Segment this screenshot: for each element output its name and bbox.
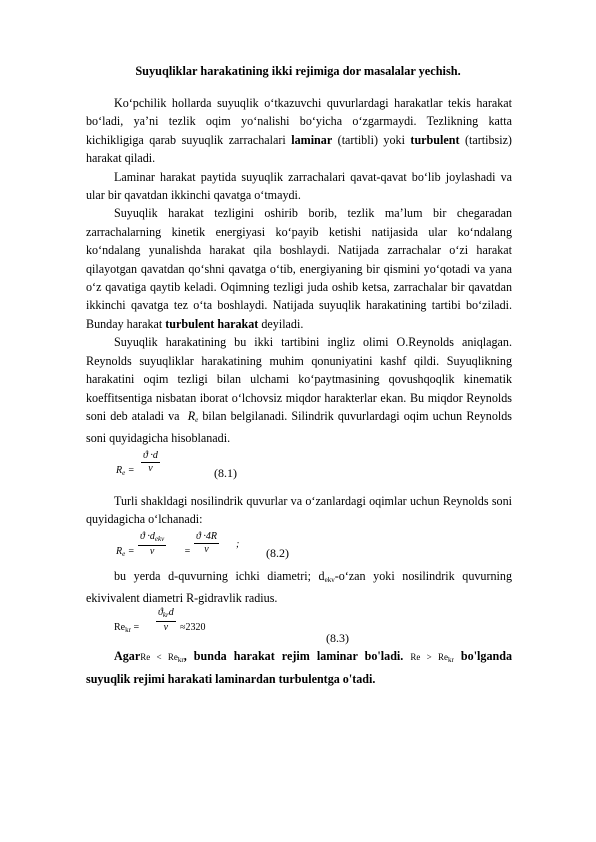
paragraph-1-text: Ko‘pchilik hollarda suyuqlik o‘tkazuvchi quvurlardagi harakatlar tekis harakat bo‘ladi, ya’ni tezlik oqim yo‘nalishi bo‘yicha o‘zgarmaydi. Tezlikning katta kichikligiga qarab suyuqlik zarrachalari bbox=[86, 96, 512, 147]
paragraph-3-end: deyiladi. bbox=[261, 316, 304, 331]
term-turbulent-harakat: turbulent harakat bbox=[165, 316, 259, 331]
formula-8-1-fraction: $\frac{ϑ \cdot d}{\nu}$ bbox=[143, 449, 158, 474]
paragraph-6: bu yerda d-quvurning ichki diametri; $d_{ekv}-o‘zan$ yoki nosilindrik quvurning ekivivalent diametri R-gidravlik radius. bbox=[86, 568, 512, 605]
formula-8-3-approx: ≈2320 bbox=[180, 622, 206, 634]
formula-8-3-fraction: $ϑ_{kr}d$ ν bbox=[158, 607, 174, 634]
term-laminar: laminar bbox=[291, 132, 333, 147]
formula-8-3 bbox=[86, 607, 512, 647]
formula-8-2-fraction-2: $\frac{ϑ \cdot 4R}{\nu}$ bbox=[196, 530, 218, 555]
formula-8-2 bbox=[86, 529, 512, 567]
document-body bbox=[86, 94, 512, 688]
formula-8-3-lhs: $Re_{kr}$ = bbox=[114, 622, 140, 635]
paragraph-4-end: bilan belgilanadi. Silindrik quvurlardagi oqim uchun Reynolds soni quyidagicha hisoblanadi. bbox=[86, 408, 513, 446]
formula-8-2-fraction-1: $ϑ \cdot d_{ekv}$ ν bbox=[140, 530, 165, 557]
term-turbulent: turbulent bbox=[410, 132, 460, 147]
formula-8-1-label: (8.1) bbox=[214, 465, 237, 480]
formula-8-2-equals: = bbox=[184, 545, 191, 557]
formula-8-2-lhs: $R_e$ = bbox=[116, 545, 135, 558]
formula-8-2-semicolon: ; bbox=[236, 538, 240, 550]
paragraph-7: AgarRe < $Re_{kr}$, bunda harakat rejim laminar bo'ladi. $Re > Re_{kr}$ bo'lganda suyuqlik rejimi harakati laminardan turbulentga o'tadi. bbox=[86, 649, 513, 686]
page-title: Suyuqliklar harakatining ikki rejimiga dor masalalar yechish. bbox=[135, 64, 461, 78]
condition-turbulent: $Re > Re_{kr}$ bbox=[410, 652, 454, 665]
formula-8-1-lhs: $R_e$ = bbox=[116, 464, 135, 477]
reynolds-symbol: $R_e$ bbox=[187, 408, 199, 424]
paragraph-5: Turli shakldagi nosilindrik quvurlar va o‘zanlardagi oqimlar uchun Reynolds soni quyidagicha o‘lchanadi: bbox=[86, 493, 512, 527]
paragraph-3 bbox=[86, 204, 512, 333]
paragraph-1-end: (tartibsiz) harakat qiladi. bbox=[86, 132, 512, 166]
condition-laminar: $Re < Re_{kr}$ bbox=[140, 652, 184, 665]
paragraph-4 bbox=[86, 333, 512, 447]
formula-8-3-label: (8.3) bbox=[326, 631, 349, 646]
paragraph-1 bbox=[86, 94, 512, 168]
paragraph-2: Laminar harakat paytida suyuqlik zarrachalari qavat-qavat bo‘lib joylashadi va ular bir qavatdan ikkinchi qavatga o‘tmaydi. bbox=[86, 169, 512, 203]
formula-8-2-label: (8.2) bbox=[266, 545, 289, 560]
paragraph-3-text: Suyuqlik harakat tezligini oshirib borib, tezlik ma’lum bir chegaradan zarrachalarning kinetik energiyasi ko‘payib ketishi natijasida ular ko‘ndalang ko‘ndalang yunalishda harakat qila boshlaydi. Natijada zarrachalar o‘zi harakat qilayotgan qavatdan qo‘shni qavatga o‘tib, energiyaning bir qismini yo‘qotadi va yana o‘z qavatiga qaytib keladi. Oqimning tezligi juda oshib ketsa, zarrachalar bir qavatdan ikkinchi qavatga tez o‘ta boshlaydi. Natijada suyuqlik harakatining tartibi bo‘ziladi. Bunday harakat bbox=[86, 206, 512, 331]
paragraph-1-mid: (tartibli) yoki bbox=[337, 132, 405, 147]
formula-8-1 bbox=[86, 448, 512, 492]
paragraph-4-text: Suyuqlik harakatining bu ikki tartibini ingliz olimi O.Reynolds aniqlagan. Reynolds suyuqliklar harakatining muhim qonuniyatini kashf qildi. Suyuqlikning harakatini oqim tezligi bilan ulchami ko‘paytmasining qovushqoqlik kinematik koeffitsentiga nisbatan iborat o‘lchovsiz miqdor harakterlar ekan. Bu miqdor Reynolds soni deb ataladi va bbox=[86, 335, 512, 423]
